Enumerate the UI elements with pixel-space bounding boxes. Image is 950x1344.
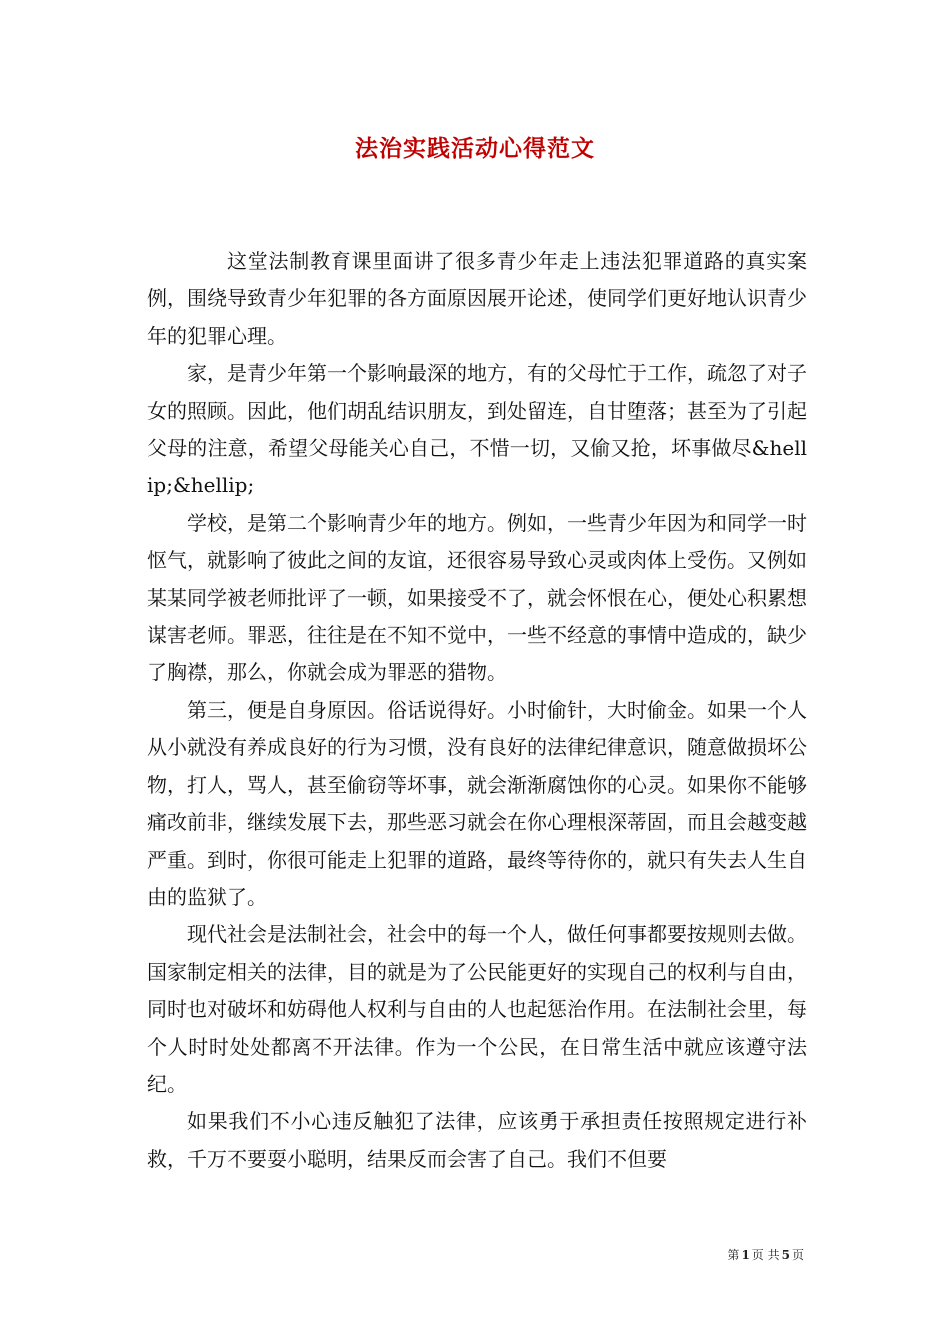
page-number-footer — [727, 1246, 804, 1263]
document-title: 法治实践活动心得范文 — [355, 135, 595, 162]
paragraph-family: 家，是青少年第一个影响最深的地方，有的父母忙于工作，疏忽了对子女的照顾。因此，他们胡乱结识朋友，到处留连，自甘堕落；甚至为了引起父母的注意，希望父母能关心自己，不惜一切，又偷又抢，坏事做尽&hellip;&hellip; — [147, 361, 807, 498]
footer-current-page: 1 — [741, 1248, 750, 1262]
paragraph-school: 学校，是第二个影响青少年的地方。例如，一些青少年因为和同学一时怄气，就影响了彼此之间的友谊，还很容易导致心灵或肉体上受伤。又例如某某同学被老师批评了一顿，如果接受不了，就会怀恨在心，便处心积累想谋害老师。罪恶，往往是在不知不觉中，一些不经意的事情中造成的，缺少了胸襟，那么，你就会成为罪恶的猎物。 — [147, 510, 807, 685]
footer-prefix: 第 — [727, 1248, 740, 1262]
footer-total-pages: 5 — [781, 1248, 790, 1262]
footer-suffix: 页 — [791, 1248, 804, 1262]
paragraph-society: 现代社会是法制社会，社会中的每一个人，做任何事都要按规则去做。国家制定相关的法律，目的就是为了公民能更好的实现自己的权利与自由，同时也对破坏和妨碍他人权利与自由的人也起惩治作用。在法制社会里，每个人时时处处都离不开法律。作为一个公民，在日常生活中就应该遵守法纪。 — [147, 922, 807, 1096]
paragraph-self: 第三，便是自身原因。俗话说得好。小时偷针，大时偷金。如果一个人从小就没有养成良好的行为习惯，没有良好的法律纪律意识，随意做损坏公物，打人，骂人，甚至偷窃等坏事，就会渐渐腐蚀你的心灵。如果你不能够痛改前非，继续发展下去，那些恶习就会在你心理根深蒂固，而且会越变越严重。到时，你很可能走上犯罪的道路，最终等待你的，就只有失去人生自由的监狱了。 — [147, 697, 807, 909]
paragraph-intro: 这堂法制教育课里面讲了很多青少年走上违法犯罪道路的真实案例，围绕导致青少年犯罪的各方面原因展开论述，使同学们更好地认识青少年的犯罪心理。 — [147, 249, 807, 348]
footer-middle: 页 共 — [751, 1248, 780, 1262]
document-body — [147, 243, 807, 1178]
paragraph-responsibility: 如果我们不小心违反触犯了法律，应该勇于承担责任按照规定进行补救，千万不要耍小聪明，结果反而会害了自己。我们不但要 — [147, 1109, 807, 1171]
